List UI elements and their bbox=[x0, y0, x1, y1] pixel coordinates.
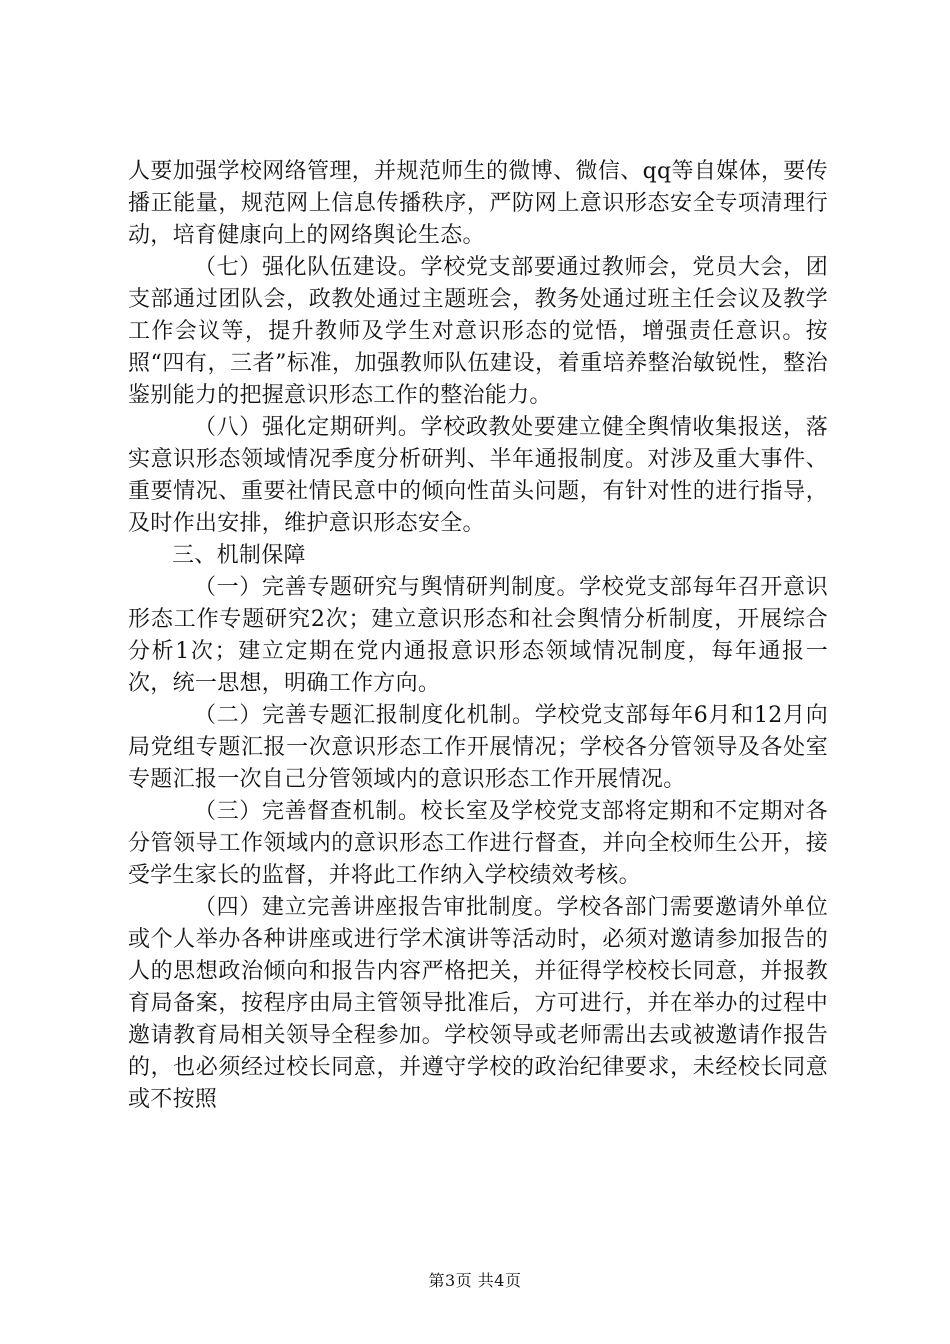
paragraph-item-three: （三）完善督查机制。校长室及学校党支部将定期和不定期对各分管领导工作领域内的意识形态工作进行督查，并向全校师生公开，接受学生家长的监督，并将此工作纳入学校绩效考核。 bbox=[128, 799, 828, 888]
paragraph-continuation: 人要加强学校网络管理，并规范师生的微博、微信、qq等自媒体，要传播正能量，规范网上信息传播秩序，严防网上意识形态安全专项清理行动，培育健康向上的网络舆论生态。 bbox=[128, 159, 828, 248]
document-body bbox=[128, 156, 828, 1116]
paragraph-item-four: （四）建立完善讲座报告审批制度。学校各部门需要邀请外单位或个人举办各种讲座或进行学术演讲等活动时，必须对邀请参加报告的人的思想政治倾向和报告内容严格把关，并征得学校校长同意，并报教育局备案，按程序由局主管领导批准后，方可进行，并在举办的过程中邀请教育局相关领导全程参加。学校领导或老师需出去或被邀请作报告的，也必须经过校长同意，并遵守学校的政治纪律要求，未经校长同意或不按照 bbox=[128, 895, 828, 1112]
paragraph-item-seven: （七）强化队伍建设。学校党支部要通过教师会，党员大会，团支部通过团队会，政教处通过主题班会，教务处通过班主任会议及教学工作会议等，提升教师及学生对意识形态的觉悟，增强责任意识。按照“四有，三者”标准，加强教师队伍建设，着重培养整治敏锐性，整治鉴别能力的把握意识形态工作的整治能力。 bbox=[128, 255, 828, 408]
paragraph-item-one: （一）完善专题研究与舆情研判制度。学校党支部每年召开意识形态工作专题研究2次；建立意识形态和社会舆情分析制度，开展综合分析1次；建立定期在党内通报意识形态领域情况制度，每年通报一次，统一思想，明确工作方向。 bbox=[128, 575, 828, 696]
paragraph-item-two: （二）完善专题汇报制度化机制。学校党支部每年6月和12月向局党组专题汇报一次意识形态工作开展情况；学校各分管领导及各处室专题汇报一次自己分管领域内的意识形态工作开展情况。 bbox=[128, 703, 828, 792]
paragraph-item-eight: （八）强化定期研判。学校政教处要建立健全舆情收集报送，落实意识形态领域情况季度分析研判、半年通报制度。对涉及重大事件、重要情况、重要社情民意中的倾向性苗头问题，有针对性的进行指导，及时作出安排，维护意识形态安全。 bbox=[128, 415, 828, 536]
section-heading-mechanism: 三、机制保障 bbox=[172, 543, 306, 568]
page-footer: 第3页 共4页 bbox=[428, 1271, 522, 1290]
